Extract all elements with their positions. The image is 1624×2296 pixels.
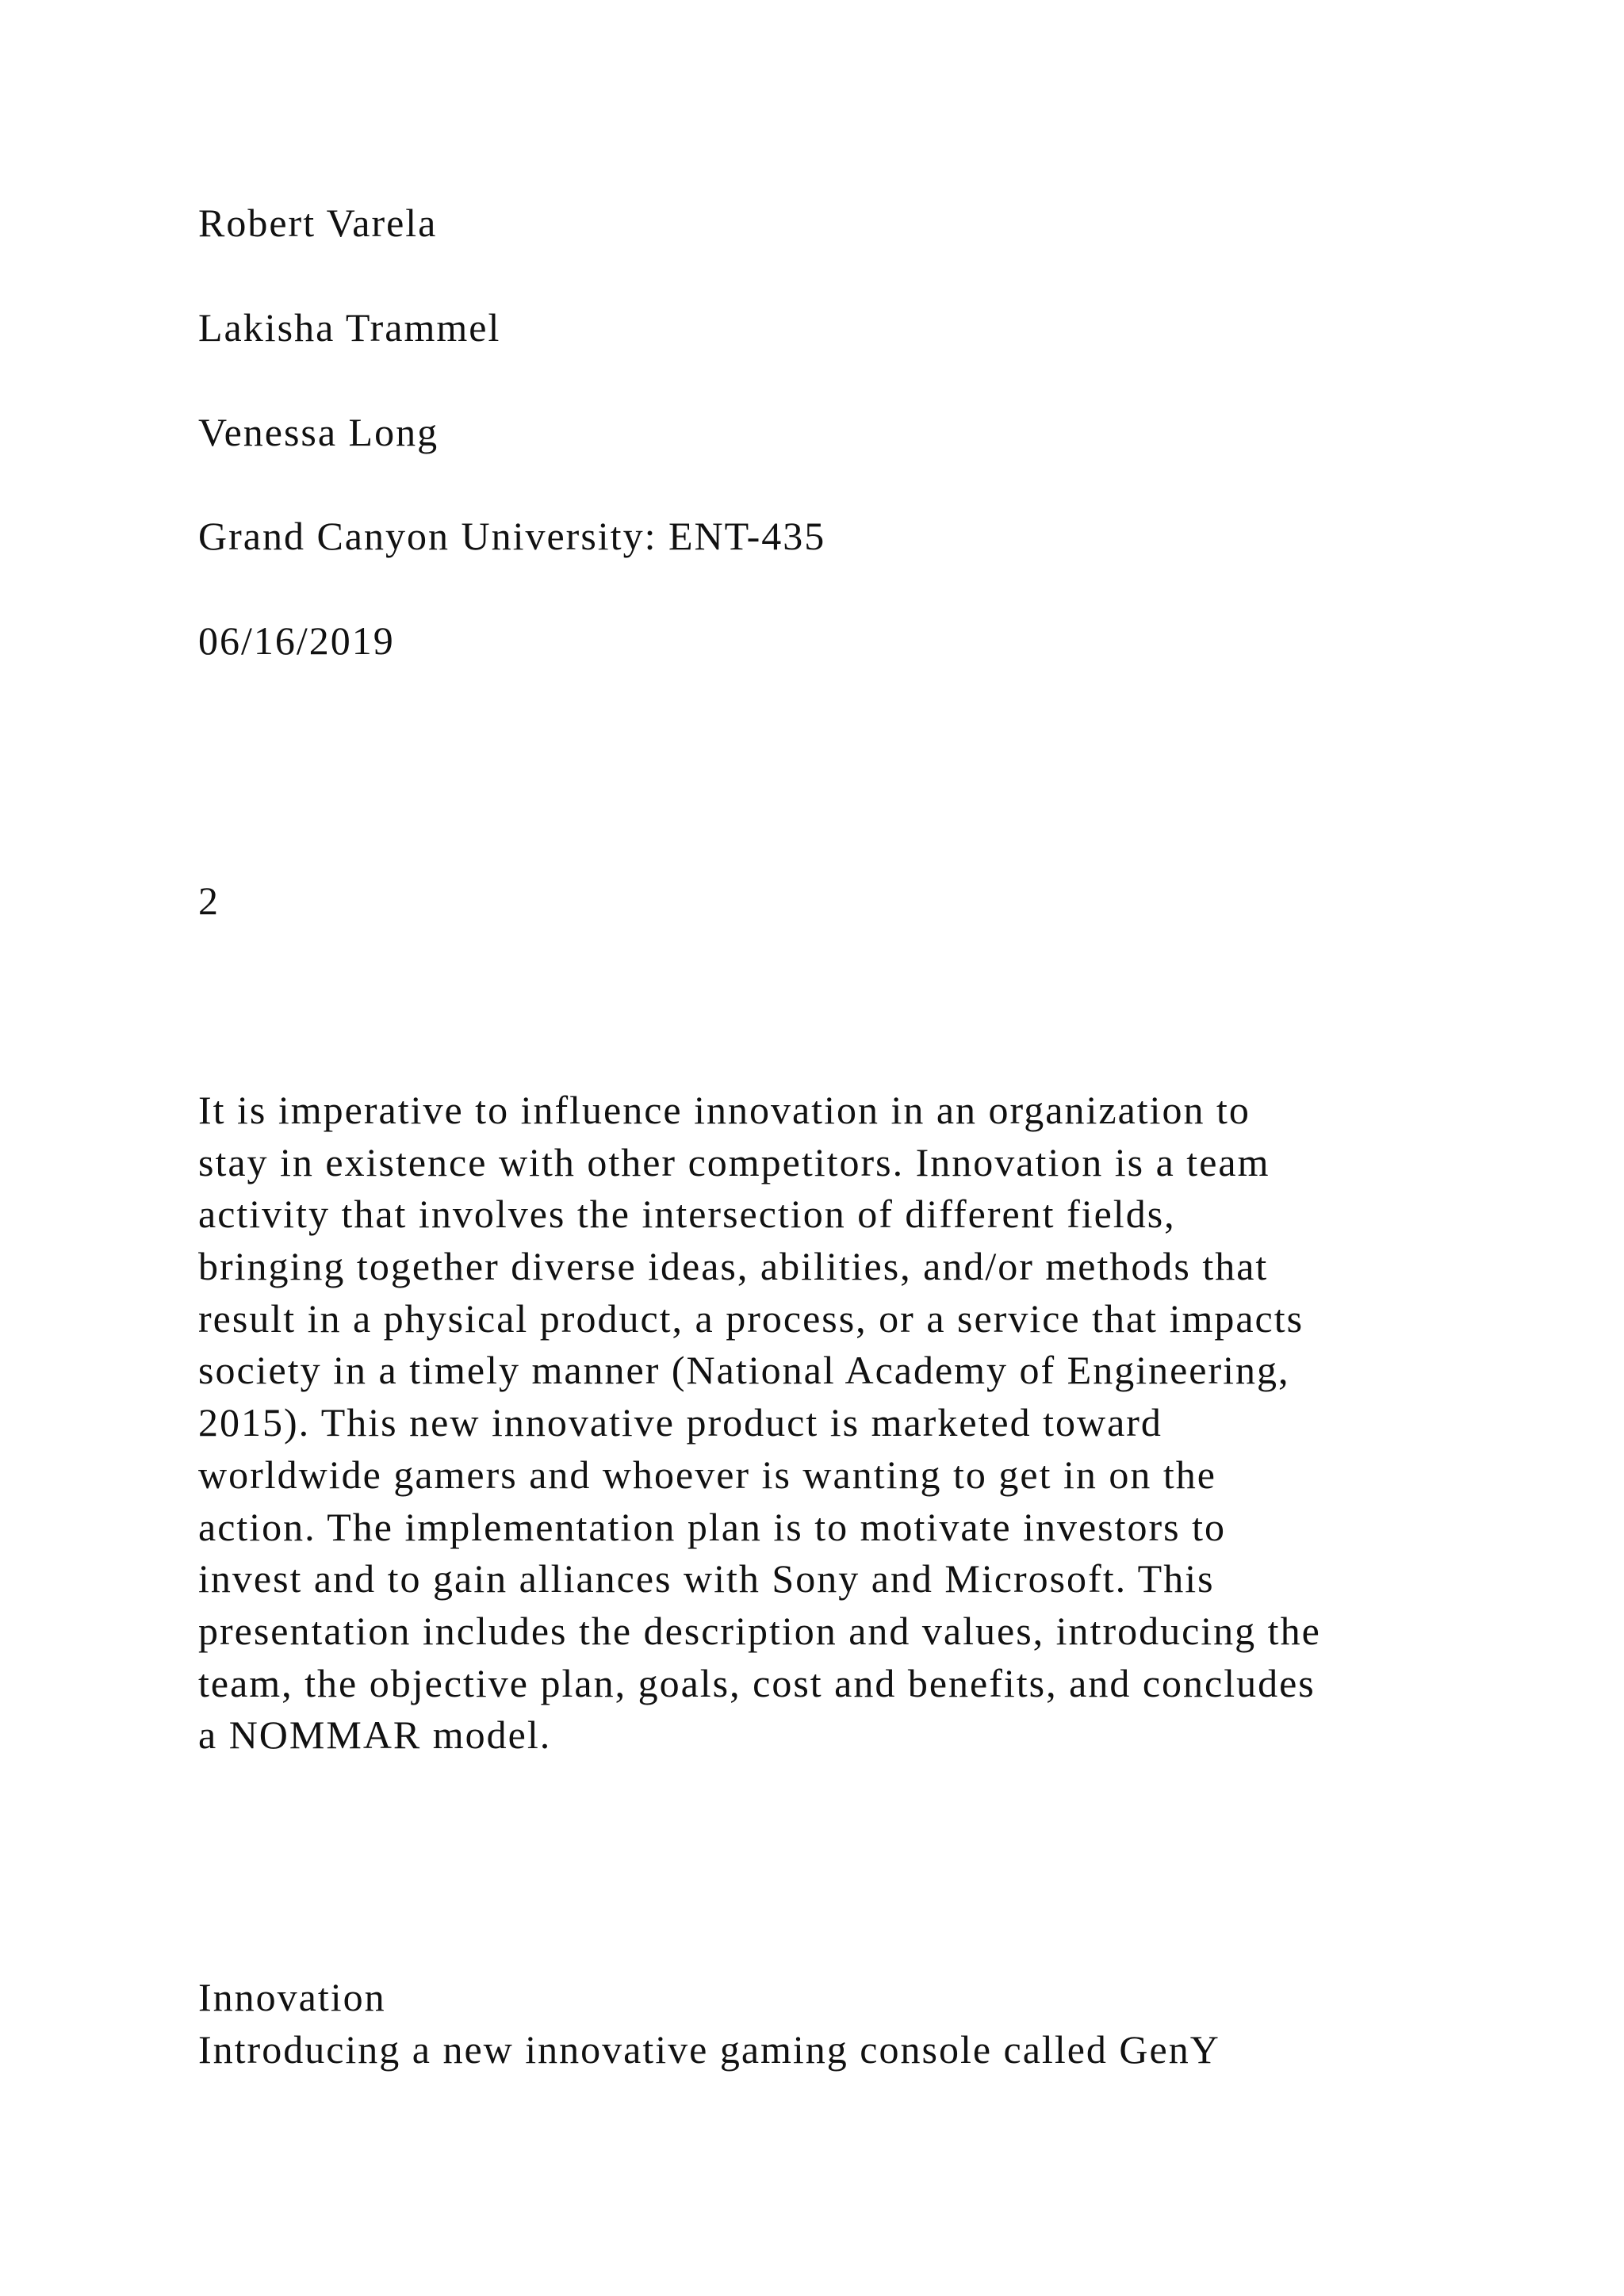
paragraph-line: bringing together diverse ideas, abilities, and/or methods that	[198, 1244, 1269, 1289]
author-name: Robert Varela	[198, 201, 438, 245]
paragraph-line: worldwide gamers and whoever is wanting to get in on the	[198, 1452, 1216, 1497]
institution-course: Grand Canyon University: ENT-435	[198, 514, 826, 558]
paragraph-line: society in a timely manner (National Academy of Engineering,	[198, 1348, 1290, 1393]
document-date: 06/16/2019	[198, 618, 395, 663]
paragraph-line: action. The implementation plan is to motivate investors to	[198, 1504, 1227, 1549]
paragraph-line: result in a physical product, a process, or a service that impacts	[198, 1295, 1304, 1341]
body-paragraph	[198, 1085, 1435, 1762]
section-intro-text: Introducing a new innovative gaming console called GenY	[198, 2027, 1220, 2072]
paragraph-line: a NOMMAR model.	[198, 1712, 552, 1758]
paragraph-line: presentation includes the description and values, introducing the	[198, 1608, 1321, 1653]
paragraph-line: It is imperative to influence innovation in an organization to	[198, 1088, 1251, 1132]
author-name: Lakisha Trammel	[198, 305, 501, 350]
author-name: Venessa Long	[198, 410, 439, 454]
paragraph-line: invest and to gain alliances with Sony and Microsoft. This	[198, 1556, 1215, 1601]
paragraph-line: stay in existence with other competitors. Innovation is a team	[198, 1139, 1270, 1184]
paragraph-line: activity that involves the intersection of different fields,	[198, 1192, 1176, 1237]
paragraph-line: 2015). This new innovative product is marketed toward	[198, 1400, 1162, 1445]
section-heading: Innovation	[198, 1975, 386, 2019]
paragraph-line: team, the objective plan, goals, cost and benefits, and concludes	[198, 1660, 1316, 1705]
page-number: 2	[198, 878, 220, 923]
